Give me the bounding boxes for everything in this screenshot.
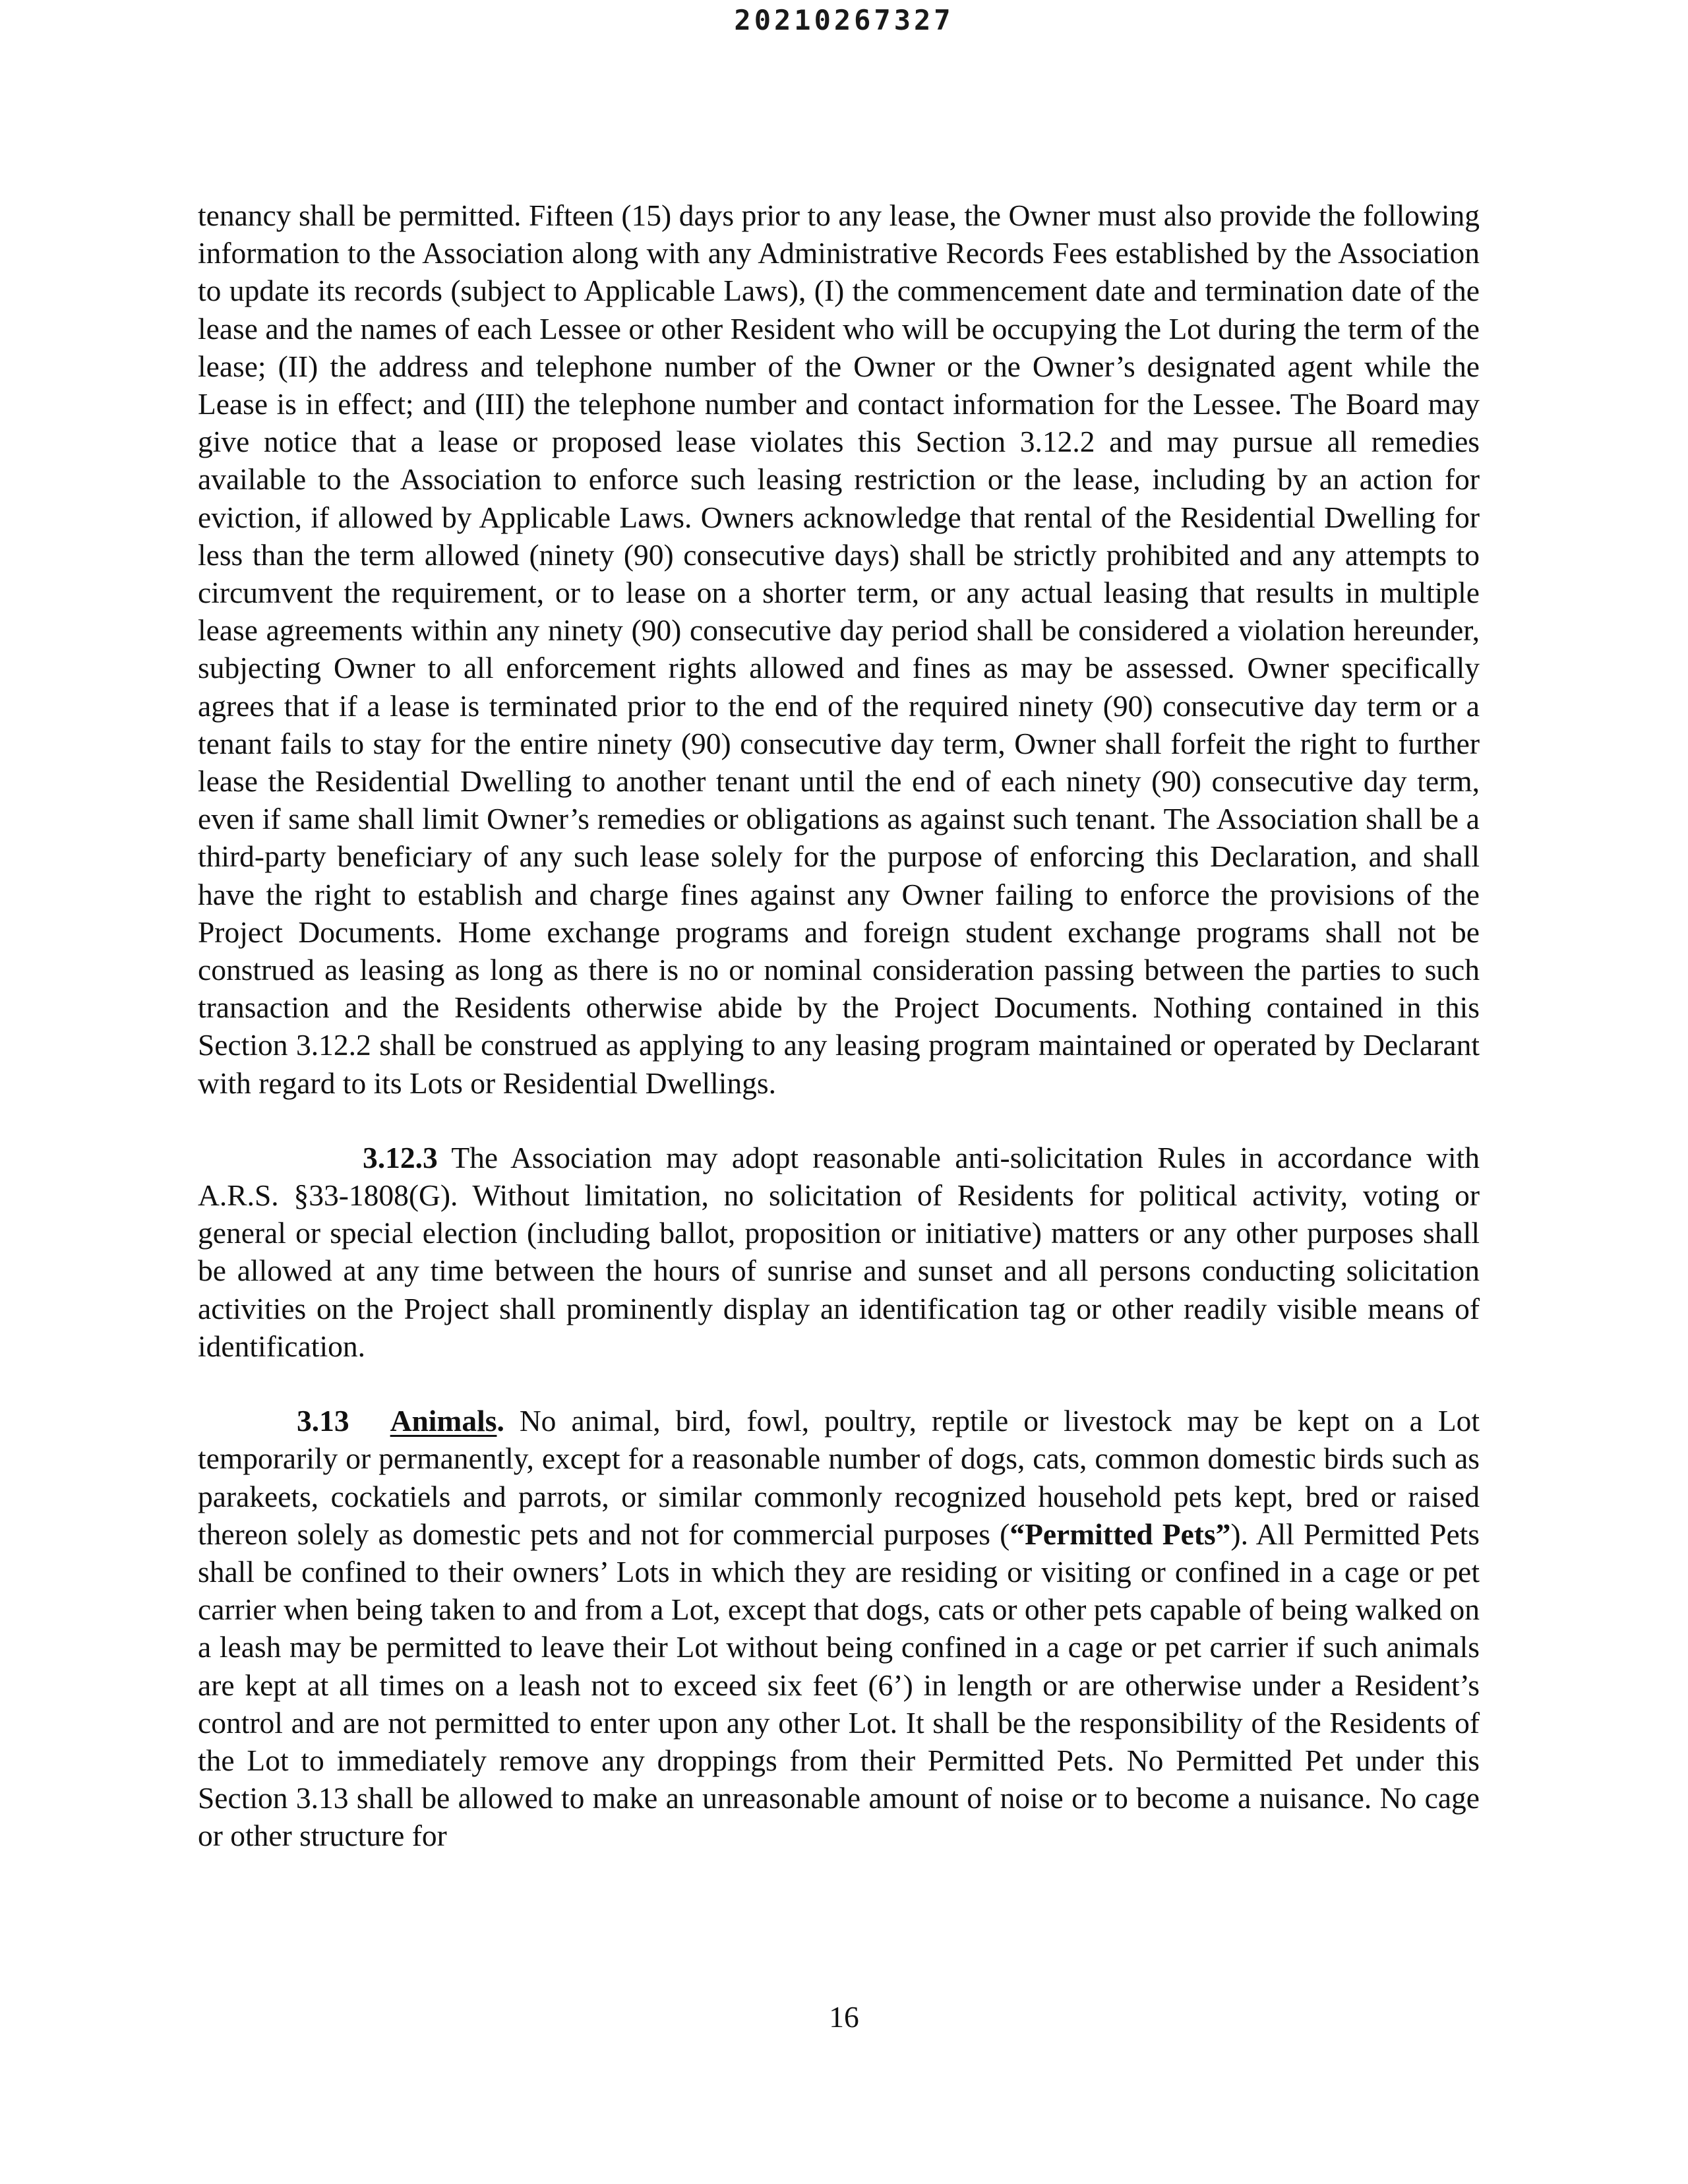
defined-term: “Permitted Pets” <box>1010 1517 1231 1551</box>
section-title-period: . <box>497 1404 504 1438</box>
section-text-before-term: No animal, bird, fowl, poultry, reptile or livestock may be kept on a Lot temporarily or permanently, except for a reasonable number of dogs, cats, common domestic birds such as parakeets, cockatiels and parrots, or similar commonly recognized household pets kept, bred or raised thereon solely as domestic pets and not for commercial purposes ( <box>198 1404 1480 1551</box>
document-number: 20210267327 <box>734 4 954 36</box>
paragraph-gap <box>198 1102 1480 1139</box>
section-number: 3.13 <box>297 1404 349 1438</box>
paragraph-gap <box>198 1365 1480 1402</box>
document-body <box>198 197 1480 1855</box>
section-text-after-term: ). All Permitted Pets shall be confined to their owners’ Lots in which they are residing or visiting or confined in a cage or pet carrier when being taken to and from a Lot, except that dogs, cats or other pets capable of being walked on a leash may be permitted to leave their Lot without being confined in a cage or pet carrier if such animals are kept at all times on a leash not to exceed six feet (6’) in length or are otherwise under a Resident’s control and are not permitted to enter upon any other Lot. It shall be the responsibility of the Residents of the Lot to immediately remove any droppings from their Permitted Pets. No Permitted Pet under this Section 3.13 shall be allowed to make an unreasonable amount of noise or to become a nuisance. No cage or other structure for <box>198 1517 1480 1853</box>
page-number: 16 <box>829 2000 859 2034</box>
section-text: The Association may adopt reasonable anti-solicitation Rules in accordance with A.R.S. §33-1808(G). Without limitation, no solicitation of Residents for political activity, voting or general or special election (including ballot, proposition or initiative) matters or any other purposes shall be allowed at any time between the hours of sunrise and sunset and all persons conducting solicitation activities on the Project shall prominently display an identification tag or other readily visible means of identification. <box>198 1140 1480 1363</box>
paragraph-leasing-continuation: tenancy shall be permitted. Fifteen (15) days prior to any lease, the Owner must also provide the following information to the Association along with any Administrative Records Fees established by the Association to update its records (subject to Applicable Laws), (I) the commencement date and termination date of the lease and the names of each Lessee or other Resident who will be occupying the Lot during the term of the lease; (II) the address and telephone number of the Owner or the Owner’s designated agent while the Lease is in effect; and (III) the telephone number and contact information for the Lessee. The Board may give notice that a lease or proposed lease violates this Section 3.12.2 and may pursue all remedies available to the Association to enforce such leasing restriction or the lease, including by an action for eviction, if allowed by Applicable Laws. Owners acknowledge that rental of the Residential Dwelling for less than the term allowed (ninety (90) consecutive days) shall be strictly prohibited and any attempts to circumvent the requirement, or to lease on a shorter term, or any actual leasing that results in multiple lease agreements within any ninety (90) consecutive day period shall be considered a violation hereunder, subjecting Owner to all enforcement rights allowed and fines as may be assessed. Owner specifically agrees that if a lease is terminated prior to the end of the required ninety (90) consecutive day term or a tenant fails to stay for the entire ninety (90) consecutive day term, Owner shall forfeit the right to further lease the Residential Dwelling to another tenant until the end of each ninety (90) consecutive day term, even if same shall limit Owner’s remedies or obligations as against such tenant. The Association shall be a third-party beneficiary of any such lease solely for the purpose of enforcing this Declaration, and shall have the right to establish and charge fines against any Owner failing to enforce the provisions of the Project Documents. Home exchange programs and foreign student exchange programs shall not be construed as leasing as long as there is no or nominal consideration passing between the parties to such transaction and the Residents otherwise abide by the Project Documents. Nothing contained in this Section 3.12.2 shall be construed as applying to any leasing program maintained or operated by Declarant with regard to its Lots or Residential Dwellings. <box>198 198 1480 1100</box>
section-number: 3.12.3 <box>363 1140 438 1174</box>
section-3-13-animals <box>198 1402 1480 1854</box>
section-3-12-3 <box>198 1139 1480 1365</box>
section-title: Animals <box>390 1404 497 1438</box>
